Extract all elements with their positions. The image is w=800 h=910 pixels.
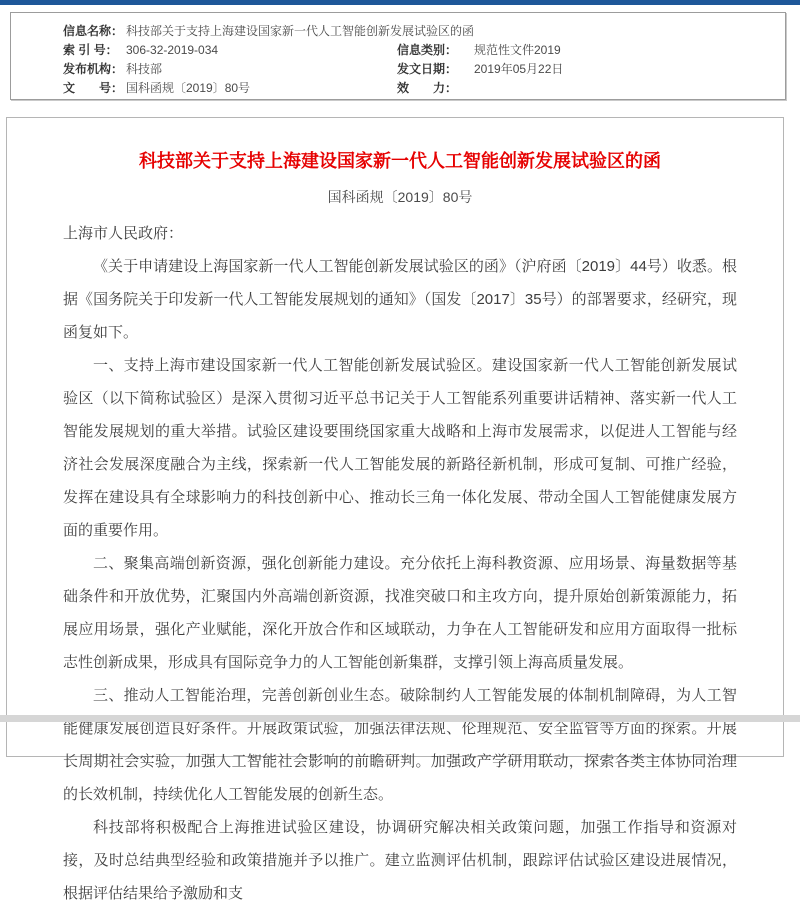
document-paragraph: 一、支持上海市建设国家新一代人工智能创新发展试验区。建设国家新一代人工智能创新发展试验区（以下简称试验区）是深入贯彻习近平总书记关于人工智能系列重要讲话精神、落实新一代人工智能发展规划的重大举措。试验区建设要围绕国家重大战略和上海市发展需求，以促进人工智能与经济社会发展深度融合为主线，探索新一代人工智能发展的新路径新机制，形成可复制、可推广经验，发挥在建设具有全球影响力的科技创新中心、推动长三角一体化发展、带动全国人工智能健康发展方面的重要作用。: [63, 349, 737, 547]
meta-category-label: 信息类别：: [397, 41, 473, 60]
meta-name-value: 科技部关于支持上海建设国家新一代人工智能创新发展试验区的函: [125, 22, 785, 41]
meta-index-value: 306-32-2019-034: [125, 41, 397, 60]
document-paragraph: 《关于申请建设上海国家新一代人工智能创新发展试验区的函》（沪府函〔2019〕44号）收悉。根据《国务院关于印发新一代人工智能发展规划的通知》（国发〔2017〕35号）的部署要求，经研究，现函复如下。: [63, 250, 737, 349]
meta-agency-value: 科技部: [125, 60, 397, 79]
document-number: 国科函规〔2019〕80号: [63, 186, 737, 208]
document-salutation: 上海市人民政府：: [63, 217, 737, 250]
meta-agency-label: 发布机构：: [63, 60, 125, 79]
meta-docno-value: 国科函规〔2019〕80号: [125, 79, 397, 98]
metadata-grid: [63, 22, 785, 98]
document-paragraph: 三、推动人工智能治理，完善创新创业生态。破除制约人工智能发展的体制机制障碍，为人工智能健康发展创造良好条件。开展政策试验，加强法律法规、伦理规范、安全监管等方面的探索。开展长周期社会实验，加强人工智能社会影响的前瞻研判。加强政产学研用联动，探索各类主体协同治理的长效机制，持续优化人工智能发展的创新生态。: [63, 679, 737, 811]
document-paragraph: 二、聚集高端创新资源，强化创新能力建设。充分依托上海科教资源、应用场景、海量数据等基础条件和开放优势，汇聚国内外高端创新资源，找准突破口和主攻方向，提升原始创新策源能力，拓展应用场景，强化产业赋能，深化开放合作和区域联动，力争在人工智能研发和应用方面取得一批标志性创新成果，形成具有国际竞争力的人工智能创新集群，支撑引领上海高质量发展。: [63, 547, 737, 679]
meta-docno-label: 文 号：: [63, 79, 125, 98]
document-paragraph: 科技部将积极配合上海推进试验区建设，协调研究解决相关政策问题，加强工作指导和资源对接，及时总结典型经验和政策措施并予以推广。建立监测评估机制，跟踪评估试验区建设进展情况，根据评估结果给予激励和支: [63, 811, 737, 910]
meta-date-label: 发文日期：: [397, 60, 473, 79]
meta-effect-label: 效 力：: [397, 79, 473, 98]
document-metadata-panel: [10, 12, 786, 100]
page-top-accent-bar: [0, 0, 800, 5]
meta-effect-value: [473, 79, 785, 98]
viewport-bottom-strip: [0, 715, 800, 722]
meta-category-value: 规范性文件2019: [473, 41, 785, 60]
meta-date-value: 2019年05月22日: [473, 60, 785, 79]
document-title: 科技部关于支持上海建设国家新一代人工智能创新发展试验区的函: [63, 148, 737, 174]
meta-index-label: 索 引 号：: [63, 41, 125, 60]
document-body-panel: [6, 117, 784, 757]
meta-name-label: 信息名称：: [63, 22, 125, 41]
